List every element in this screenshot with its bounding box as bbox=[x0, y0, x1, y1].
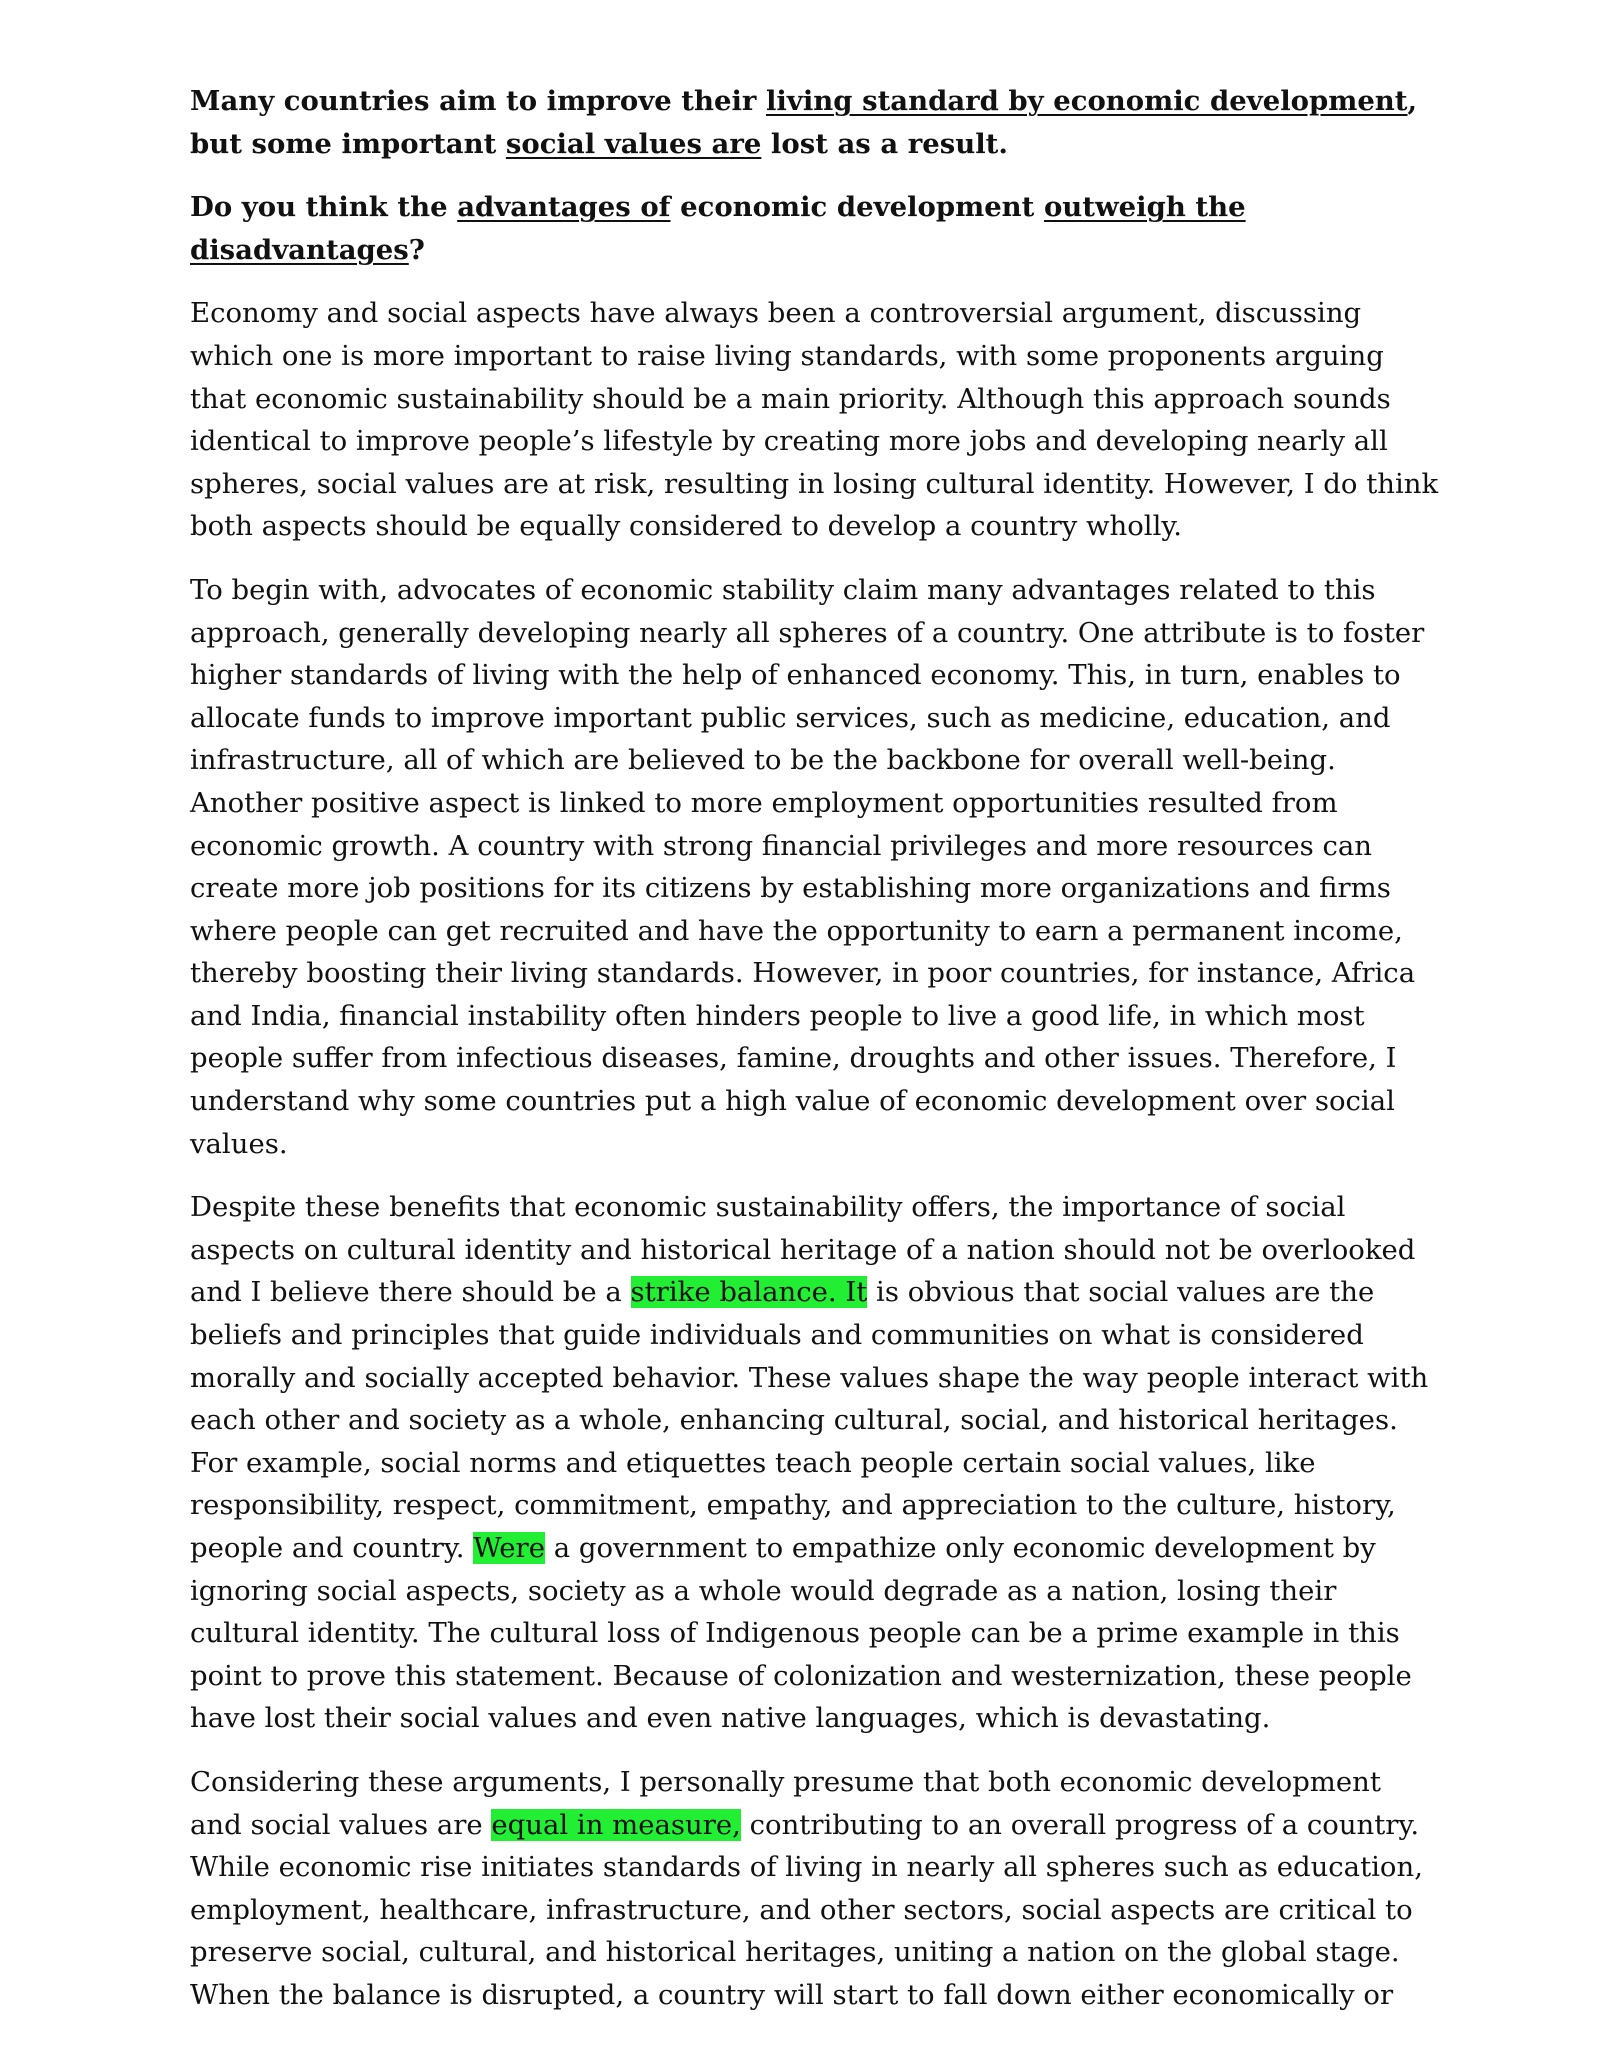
paragraph-text: contributing to an overall progress of a country. While economic rise initiates standards of living in nearly all spheres such as education, employment, healthcare, infrastructure, and other sectors, social aspects are critical to preserve social, cultural, and historical heritages, uniting a nation on the global stage. When the balance is disrupted, a country will start to fall down either economically or bbox=[190, 1808, 1423, 2011]
highlighted-phrase: Were bbox=[473, 1532, 545, 1564]
essay-prompt-statement bbox=[190, 80, 1440, 165]
paragraph-text: Considering these arguments, I personally presume that both economic development and social values are bbox=[190, 1765, 1381, 1841]
highlighted-phrase: equal in measure, bbox=[491, 1808, 741, 1841]
paragraph-text: is obvious that social values are the beliefs and principles that guide individuals and communities on what is considered morally and socially accepted behavior. These values shape the way people interact with each other and society as a whole, enhancing cultural, social, and historical heritages. For example, social norms and etiquettes teach people certain social values, like responsibility, respect, commitment, empathy, and appreciation to the culture, history, people and country. bbox=[190, 1276, 1429, 1564]
prompt-text: , but some important bbox=[190, 85, 1418, 160]
underlined-phrase: advantages of bbox=[457, 191, 671, 224]
paragraph-text: a government to empathize only economic development by ignoring social aspects, society as a whole would degrade as a nation, losing their cultural identity. The cultural loss of Indigenous people can be a prime example in this point to prove this statement. Because of colonization and westernization, these people have lost their social values and even native languages, which is devastating. bbox=[190, 1532, 1412, 1735]
underlined-phrase: outweigh the disadvantages bbox=[190, 191, 1246, 266]
prompt-text: Many countries aim to improve their bbox=[190, 85, 766, 117]
paragraph-text: Despite these benefits that economic sustainability offers, the importance of social aspects on cultural identity and historical heritage of a nation should not be overlooked and I believe there should be a bbox=[190, 1191, 1416, 1309]
question-text: economic development bbox=[670, 191, 1044, 224]
conclusion-paragraph bbox=[190, 1761, 1440, 2017]
body-paragraph-1: To begin with, advocates of economic stability claim many advantages related to this approach, generally developing nearly all spheres of a country. One attribute is to foster higher standards of living with the help of enhanced economy. This, in turn, enables to allocate funds to improve important public services, such as medicine, education, and infrastructure, all of which are believed to be the backbone for overall well-being. Another positive aspect is linked to more employment opportunities resulted from economic growth. A country with strong financial privileges and more resources can create more job positions for its citizens by establishing more organizations and firms where people can get recruited and have the opportunity to earn a permanent income, thereby boosting their living standards. However, in poor countries, for instance, Africa and India, financial instability often hinders people to live a good life, in which most people suffer from infectious diseases, famine, droughts and other issues. Therefore, I understand why some countries put a high value of economic development over social values. bbox=[190, 573, 1425, 1160]
prompt-text: lost as a result. bbox=[761, 127, 1008, 160]
question-text: ? bbox=[408, 233, 425, 266]
question-text: Do you think the bbox=[190, 191, 458, 224]
body-paragraph-2 bbox=[190, 1186, 1440, 1740]
underlined-phrase: living standard by economic development bbox=[765, 85, 1408, 117]
highlighted-phrase: strike balance. It bbox=[630, 1276, 868, 1309]
underlined-phrase: social values are bbox=[505, 127, 762, 160]
intro-paragraph: Economy and social aspects have always been a controversial argument, discussing which one is more important to raise living standards, with some proponents arguing that economic sustainability should be a main priority. Although this approach sounds identical to improve people’s lifestyle by creating more jobs and developing nearly all spheres, social values are at risk, resulting in losing cultural identity. However, I do think both aspects should be equally considered to develop a country wholly. bbox=[190, 297, 1439, 543]
essay-page bbox=[190, 80, 1440, 2038]
essay-prompt-question bbox=[190, 186, 1440, 271]
